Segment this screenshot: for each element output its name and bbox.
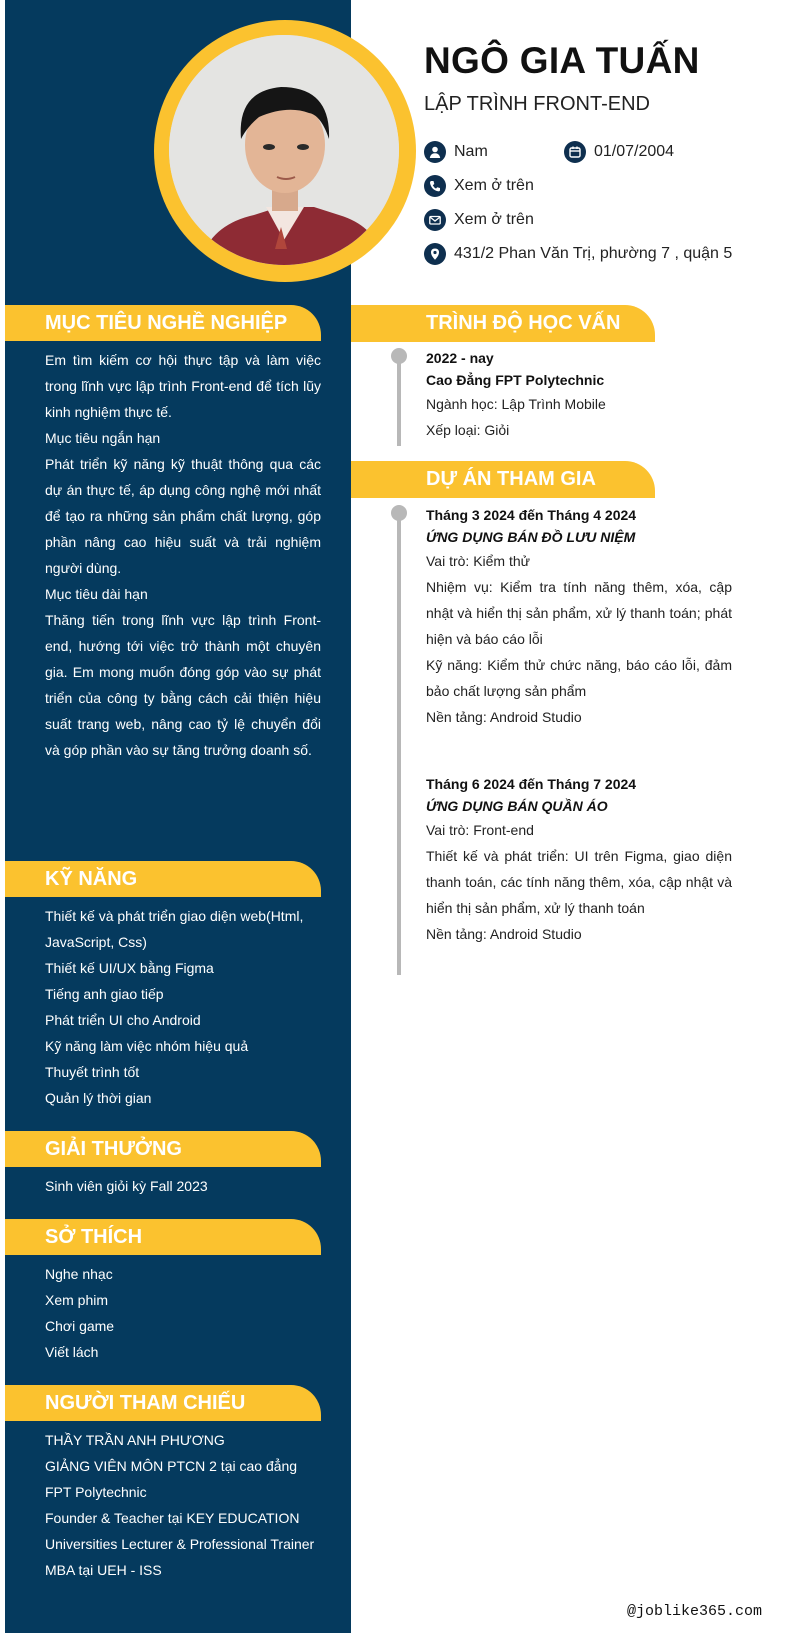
section-career-goal-heading: MỤC TIÊU NGHỀ NGHIỆP (5, 305, 321, 341)
project-line: Nền tảng: Android Studio (426, 709, 582, 725)
list-item: Kỹ năng làm việc nhóm hiệu quả (45, 1038, 249, 1054)
location-pin-icon (424, 243, 446, 265)
birthday-value: 01/07/2004 (594, 143, 675, 160)
education-major: Ngành học: Lập Trình Mobile (426, 396, 606, 412)
list-item: Phát triển UI cho Android (45, 1012, 201, 1028)
education-rank: Xếp loại: Giỏi (426, 422, 510, 438)
career-goal-text (45, 347, 321, 763)
skills-list (45, 903, 321, 1111)
list-item: Thiết kế UI/UX bằng Figma (45, 960, 214, 976)
project-line: Nhiệm vụ: Kiểm tra tính năng thêm, xóa, cập nhật và hiển thị sản phẩm, xử lý thanh toán; phát hiện và báo cáo lỗi (426, 579, 732, 647)
avatar (169, 35, 399, 265)
list-item: Tiếng anh giao tiếp (45, 986, 164, 1002)
mail-icon (424, 209, 446, 231)
project-line: Vai trò: Front-end (426, 822, 534, 838)
project-line: Thiết kế và phát triển: UI trên Figma, giao diện thanh toán, các tính năng thêm, xóa, cập nhật và hiển thị sản phẩm, xử lý thanh toán (426, 848, 732, 916)
education-school: Cao Đẳng FPT Polytechnic (426, 372, 605, 388)
list-item: Thuyết trình tốt (45, 1064, 140, 1080)
education-entry (426, 347, 732, 443)
career-goal-paragraph: Thăng tiến trong lĩnh vực lập trình Front-end, hướng tới việc trở thành một chuyên gia. Em mong muốn đóng góp vào sự phát triển của công ty bằng cách cải thiện hiệu suất trang web, nâng cao tỷ lệ chuyển đổi và góp phần vào sự tăng trưởng doanh số. (45, 612, 321, 758)
contact-address (424, 243, 732, 265)
career-goal-paragraph: Mục tiêu dài hạn (45, 586, 148, 602)
watermark: @joblike365.com (627, 1603, 763, 1620)
job-title: LẬP TRÌNH FRONT-END (424, 93, 650, 115)
email-value: Xem ở trên (454, 211, 534, 228)
user-icon (424, 141, 446, 163)
gender-value: Nam (454, 143, 488, 160)
list-item: Thiết kế và phát triển giao diện web(Html, JavaScript, Css) (45, 908, 304, 950)
education-period: 2022 - nay (426, 350, 494, 366)
list-item: GIẢNG VIÊN MÔN PTCN 2 tại cao đẳng FPT Polytechnic (45, 1458, 298, 1500)
candidate-name: NGÔ GIA TUẤN (424, 40, 700, 81)
list-item: Sinh viên giỏi kỳ Fall 2023 (45, 1178, 208, 1194)
project-name: ỨNG DỤNG BÁN ĐỒ LƯU NIỆM (426, 529, 636, 545)
project-period: Tháng 6 2024 đến Tháng 7 2024 (426, 776, 637, 792)
section-hobbies-heading: SỞ THÍCH (5, 1219, 321, 1255)
list-item: Founder & Teacher tại KEY EDUCATION (45, 1510, 300, 1526)
references-list (45, 1427, 321, 1583)
project-line: Nền tảng: Android Studio (426, 926, 582, 942)
contact-phone (424, 175, 534, 197)
section-projects-heading: DỰ ÁN THAM GIA (351, 461, 655, 498)
section-awards-heading: GIẢI THƯỞNG (5, 1131, 321, 1167)
project-period: Tháng 3 2024 đến Tháng 4 2024 (426, 507, 637, 523)
project-name: ỨNG DỤNG BÁN QUẦN ÁO (426, 798, 608, 814)
list-item: Nghe nhạc (45, 1266, 113, 1282)
list-item: Quản lý thời gian (45, 1090, 152, 1106)
phone-icon (424, 175, 446, 197)
address-value: 431/2 Phan Văn Trị, phường 7 , quận 5 (454, 245, 733, 262)
career-goal-paragraph: Em tìm kiếm cơ hội thực tập và làm việc trong lĩnh vực lập trình Front-end để tích lũy kinh nghiệm thực tế. (45, 352, 321, 420)
section-skills-heading: KỸ NĂNG (5, 861, 321, 897)
contact-birthday (564, 141, 674, 163)
contact-gender (424, 141, 488, 163)
project-entry (426, 773, 732, 947)
timeline-line (397, 513, 401, 975)
calendar-icon (564, 141, 586, 163)
project-line: Kỹ năng: Kiểm thử chức năng, báo cáo lỗi, đảm bảo chất lượng sản phẩm (426, 657, 732, 699)
contact-email (424, 209, 534, 231)
list-item: THẦY TRẦN ANH PHƯƠNG (45, 1432, 225, 1448)
phone-value: Xem ở trên (454, 177, 534, 194)
section-education-heading: TRÌNH ĐỘ HỌC VẤN (351, 305, 655, 342)
timeline-line (397, 356, 401, 446)
project-line: Vai trò: Kiểm thử (426, 553, 531, 569)
awards-list (45, 1173, 321, 1199)
career-goal-paragraph: Phát triển kỹ năng kỹ thuật thông qua các dự án thực tế, áp dụng công nghệ mới nhất để tạo ra những sản phẩm chất lượng, góp phần nâng cao hiệu suất và trải nghiệm người dùng. (45, 456, 321, 576)
hobbies-list (45, 1261, 321, 1365)
list-item: MBA tại UEH - ISS (45, 1562, 162, 1578)
project-entry (426, 504, 732, 730)
section-references-heading: NGƯỜI THAM CHIẾU (5, 1385, 321, 1421)
career-goal-paragraph: Mục tiêu ngắn hạn (45, 430, 161, 446)
list-item: Chơi game (45, 1318, 115, 1334)
list-item: Xem phim (45, 1292, 109, 1308)
list-item: Viết lách (45, 1344, 99, 1360)
list-item: Universities Lecturer & Professional Trainer (45, 1536, 315, 1552)
